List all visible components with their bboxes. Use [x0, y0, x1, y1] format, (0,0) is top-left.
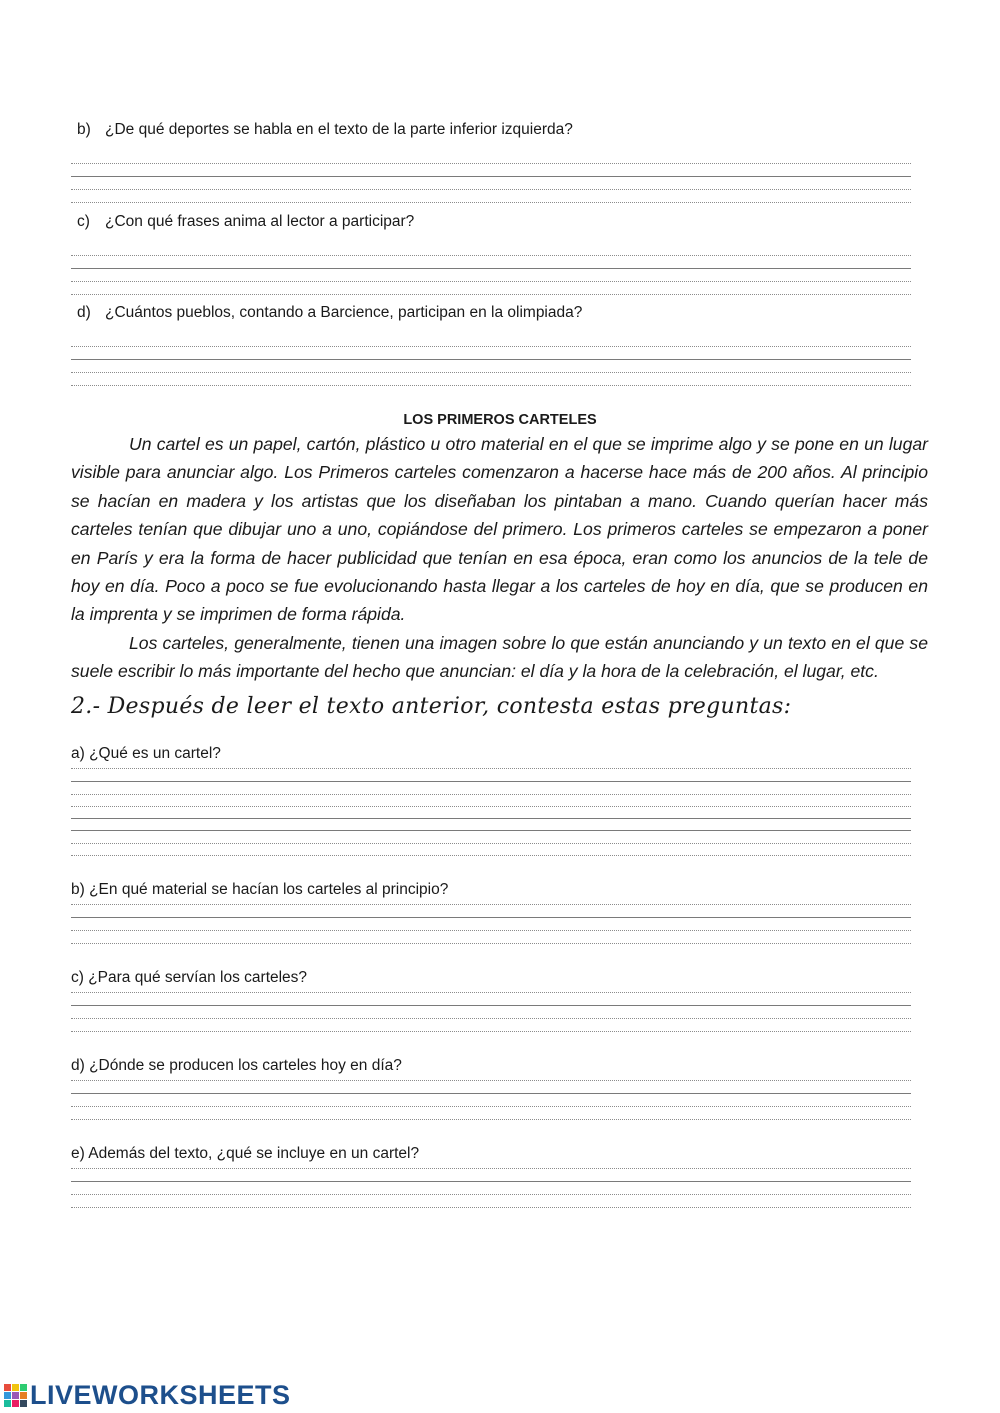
logo-text: LIVEWORKSHEETS — [30, 1380, 291, 1410]
question-letter: b) — [77, 121, 91, 138]
answer-line[interactable] — [71, 1005, 911, 1006]
answer-line[interactable] — [71, 1080, 911, 1081]
logo-square — [12, 1400, 19, 1407]
answer-line[interactable] — [71, 1194, 911, 1195]
answer-line[interactable] — [71, 372, 911, 373]
paragraph-text: Los carteles, generalmente, tienen una imagen sobre lo que están anunciando y un texto en el que se suele escribir lo más importante del hecho que anuncian: el día y la hora de la celebración, el lugar, etc. — [71, 633, 928, 682]
logo-square — [4, 1400, 11, 1407]
answer-line[interactable] — [71, 176, 911, 177]
answer-line[interactable] — [71, 294, 911, 295]
question-c: c) ¿Para qué servían los carteles? — [71, 969, 308, 986]
question-letter: c) — [77, 213, 90, 230]
answer-line[interactable] — [71, 346, 911, 347]
answer-line[interactable] — [71, 830, 911, 831]
logo-square — [12, 1384, 19, 1391]
question-text: ¿De qué deportes se habla en el texto de la parte inferior izquierda? — [105, 121, 573, 138]
answer-line[interactable] — [71, 1106, 911, 1107]
question-a: a) ¿Qué es un cartel? — [71, 745, 221, 762]
answer-line[interactable] — [71, 904, 911, 905]
answer-line[interactable] — [71, 1168, 911, 1169]
logo-square — [20, 1392, 27, 1399]
question-letter: d) — [77, 304, 91, 321]
answer-line[interactable] — [71, 794, 911, 795]
reading-paragraph-1 — [71, 430, 928, 629]
answer-line[interactable] — [71, 268, 911, 269]
question-b — [77, 121, 573, 139]
answer-line[interactable] — [71, 359, 911, 360]
logo-square — [20, 1400, 27, 1407]
liveworksheets-logo[interactable] — [4, 1380, 291, 1411]
answer-line[interactable] — [71, 943, 911, 944]
question-text: ¿Con qué frases anima al lector a participar? — [105, 213, 415, 230]
answer-line[interactable] — [71, 930, 911, 931]
logo-square — [20, 1384, 27, 1391]
answer-line[interactable] — [71, 768, 911, 769]
paragraph-text: Un cartel es un papel, cartón, plástico u otro material en el que se imprime algo y se pone en un lugar visible para anunciar algo. Los Primeros carteles comenzaron a hacerse hace más de 200 años. Al principio se hacían en madera y los artistas que los diseñaban los pintaban a mano. Cuando querían hacer más carteles tenían que dibujar uno a uno, copiándose del primero. Los primeros carteles se empezaron a poner en París y era la forma de hacer publicidad que tenían en esa época, eran como los anuncios de la tele de hoy en día. Poco a poco se fue evolucionando hasta llegar a los carteles de hoy en día, que se producen en la imprenta y se imprimen de forma rápida. — [71, 434, 928, 625]
question-e: e) Además del texto, ¿qué se incluye en un cartel? — [71, 1145, 420, 1162]
logo-square — [4, 1392, 11, 1399]
question-d: d) ¿Dónde se producen los carteles hoy en día? — [71, 1057, 402, 1074]
answer-line[interactable] — [71, 281, 911, 282]
answer-line[interactable] — [71, 1119, 911, 1120]
answer-line[interactable] — [71, 992, 911, 993]
answer-line[interactable] — [71, 163, 911, 164]
question-b: b) ¿En qué material se hacían los carteles al principio? — [71, 881, 449, 898]
answer-line[interactable] — [71, 255, 911, 256]
answer-line[interactable] — [71, 806, 911, 807]
logo-square — [4, 1384, 11, 1391]
answer-line[interactable] — [71, 1181, 911, 1182]
answer-line[interactable] — [71, 189, 911, 190]
question-c — [77, 213, 414, 231]
answer-line[interactable] — [71, 818, 911, 819]
answer-line[interactable] — [71, 1018, 911, 1019]
answer-line[interactable] — [71, 1093, 911, 1094]
answer-line[interactable] — [71, 1031, 911, 1032]
answer-line[interactable] — [71, 855, 911, 856]
question-text: ¿Cuántos pueblos, contando a Barcience, participan en la olimpiada? — [105, 304, 583, 321]
answer-line[interactable] — [71, 781, 911, 782]
answer-line[interactable] — [71, 1207, 911, 1208]
reading-title: LOS PRIMEROS CARTELES — [403, 412, 597, 428]
answer-line[interactable] — [71, 385, 911, 386]
logo-grid-icon — [4, 1384, 27, 1407]
answer-line[interactable] — [71, 202, 911, 203]
question-d — [77, 304, 582, 322]
logo-square — [12, 1392, 19, 1399]
section-2-heading: 2.- Después de leer el texto anterior, contesta estas preguntas: — [71, 694, 792, 719]
answer-line[interactable] — [71, 843, 911, 844]
answer-line[interactable] — [71, 917, 911, 918]
reading-paragraph-2 — [71, 629, 928, 686]
